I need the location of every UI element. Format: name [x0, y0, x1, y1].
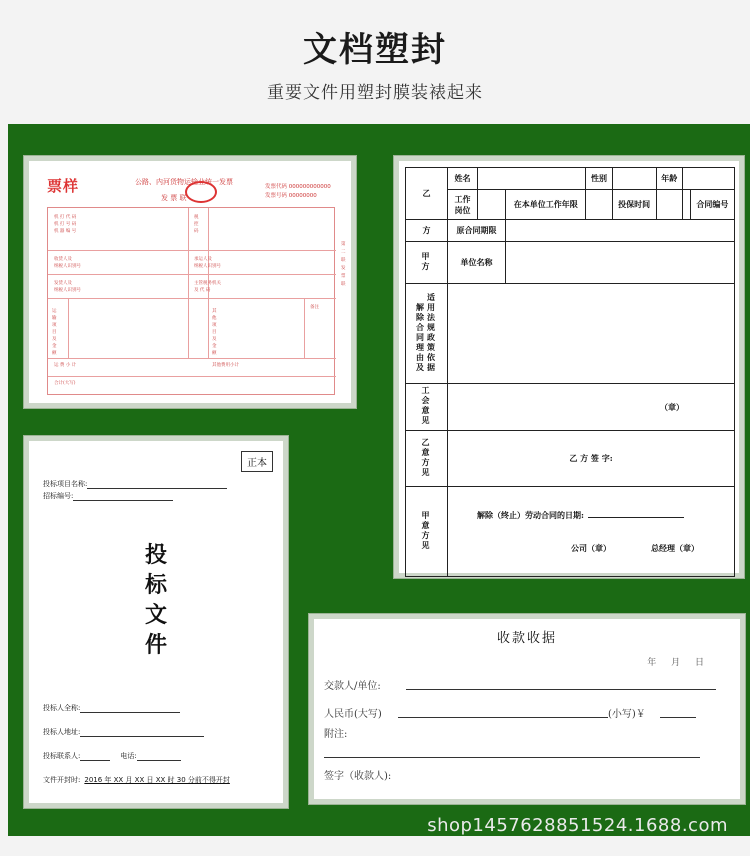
invoice-sub: 发 票 联: [161, 194, 187, 202]
original-badge: 正本: [241, 451, 273, 472]
page-subtitle: 重要文件用塑封膜装裱起来: [267, 83, 483, 103]
invoice-sample: 票样 公路、内河货物运输业统一发票 发 票 联 发票代码 000000000000 发票号码 00000000 机 打 代 码 机 打 号 码 机 器 编 号 税 控 码 收货人及 纳税人识别号 承运人及 纳税人识别号 发货人及 纳税人识别号 主管税务机关 及 代 码 运输项目及金额 其他项目及金额 备注 运 费 小 计 其他费用小计 合计(大写) 第二联发票联: [24, 156, 356, 408]
product-showcase: [8, 124, 750, 836]
invoice-seal-icon: [185, 181, 217, 203]
invoice-logo: 票样: [47, 177, 80, 195]
invoice-codes: 发票代码 000000000000 发票号码 00000000: [265, 184, 331, 199]
bid-document-cover: 正本 投标项目名称: 招标编号: 投 标 文 件 投标人全称: 投标人地址: 投标联系人: 电话: 文件开封时: 2016 年 XX 月 XX 日 XX 时 30 分前不得开封: [24, 436, 288, 808]
invoice-grid: 机 打 代 码 机 打 号 码 机 器 编 号 税 控 码 收货人及 纳税人识别号 承运人及 纳税人识别号 发货人及 纳税人识别号 主管税务机关 及 代 码 运输项目及金额 其他项目及金额 备注 运 费 小 计 其他费用小计 合计(大写): [47, 207, 335, 395]
contract-table: 乙 姓名 性别 年龄 工作岗位 在本单位工作年限 投保时间 合同编号 方 原合同期限 甲方 单位名称 解除合同理由及适用法规政策依据 工会意见 （章） 乙意方见 乙 方 签 字: 甲意方见 解除（终止）劳动合同的日期: 公司（章） 总经理（章）: [405, 167, 735, 577]
labor-contract-form: [394, 156, 744, 578]
shop-watermark: shop1457628851524.1688.com: [427, 815, 728, 836]
page-title: 文档塑封: [303, 30, 447, 70]
invoice-title: 公路、内河货物运输业统一发票: [135, 178, 233, 186]
bid-big-title: 投 标 文 件: [144, 543, 167, 658]
receipt-title: 收款收据: [496, 631, 557, 646]
receipt-form: 收款收据 年 月 日 交款人/单位: 人民币(大写) (小写)￥ 附注: 签字（收款人):: [309, 614, 745, 804]
